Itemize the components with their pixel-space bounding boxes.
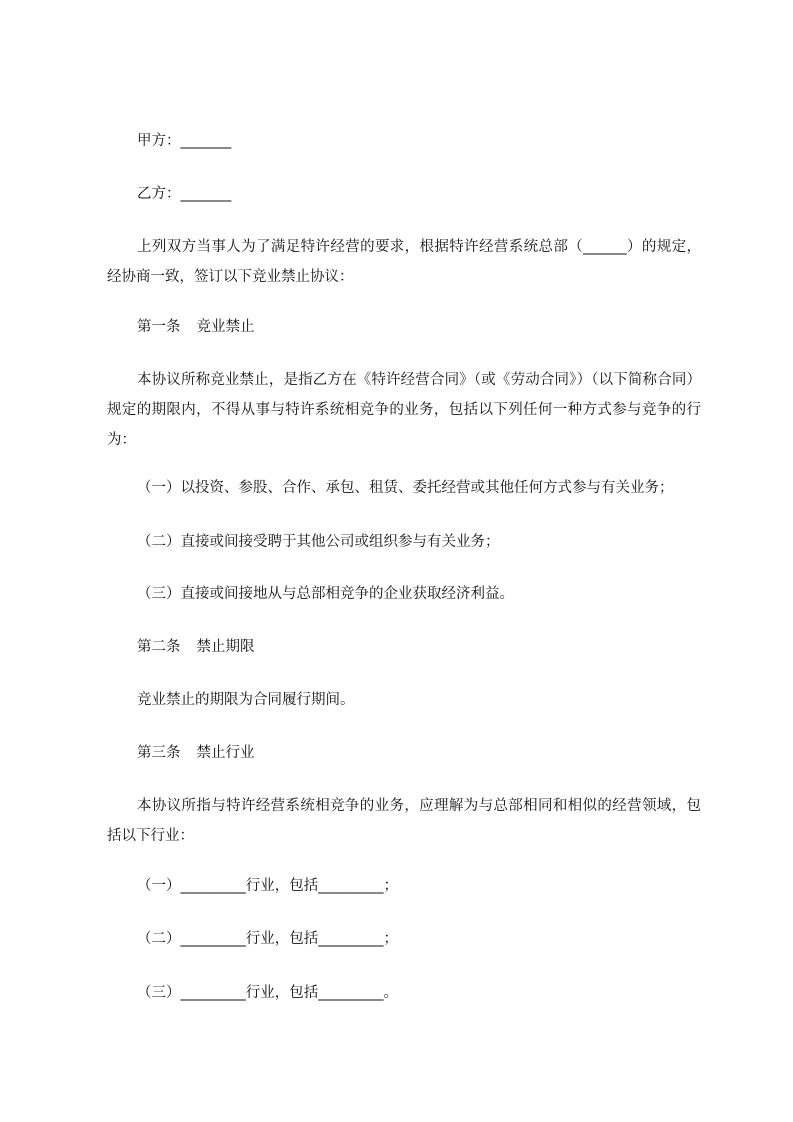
article-1-body: 本协议所称竞业禁止，是指乙方在《特许经营合同》（或《劳动合同》）（以下简称合同）规定的期限内，不得从事与特许系统相竞争的业务，包括以下列任何一种方式参与竞争的行为： bbox=[107, 372, 701, 448]
article-3-heading bbox=[137, 743, 255, 763]
article-3-title: 禁止行业 bbox=[196, 745, 255, 761]
article-2-body: 竞业禁止的期限为合同履行期间。 bbox=[137, 692, 355, 708]
preamble-paragraph: 上列双方当事人为了满足特许经营的要求，根据特许经营系统总部（______）的规定，经协商一致，签订以下竞业禁止协议： bbox=[107, 239, 701, 285]
party-a-line: 甲方：_______ bbox=[137, 133, 232, 149]
article-1-item-1: （一）以投资、参股、合作、承包、租赁、委托经营或其他任何方式参与有关业务； bbox=[137, 480, 674, 496]
party-b-line: 乙方：_______ bbox=[137, 186, 232, 202]
article-1-title: 竞业禁止 bbox=[196, 319, 255, 335]
article-3-item-2: （二）_________行业，包括_________； bbox=[137, 931, 398, 947]
article-1-number: 第一条 bbox=[137, 319, 181, 335]
article-3-item-3: （三）_________行业，包括_________。 bbox=[137, 985, 398, 1001]
article-1-heading bbox=[137, 317, 255, 337]
article-2-title: 禁止期限 bbox=[196, 639, 255, 655]
article-2-heading bbox=[137, 637, 255, 657]
article-1-item-2: （二）直接或间接受聘于其他公司或组织参与有关业务； bbox=[137, 534, 500, 550]
article-2-number: 第二条 bbox=[137, 639, 181, 655]
article-3-body: 本协议所指与特许经营系统相竞争的业务，应理解为与总部相同和相似的经营领域，包括以下行业： bbox=[107, 798, 701, 844]
article-3-item-1: （一）_________行业，包括_________； bbox=[137, 878, 398, 894]
article-3-number: 第三条 bbox=[137, 745, 181, 761]
article-1-item-3: （三）直接或间接地从与总部相竞争的企业获取经济利益。 bbox=[137, 586, 514, 602]
